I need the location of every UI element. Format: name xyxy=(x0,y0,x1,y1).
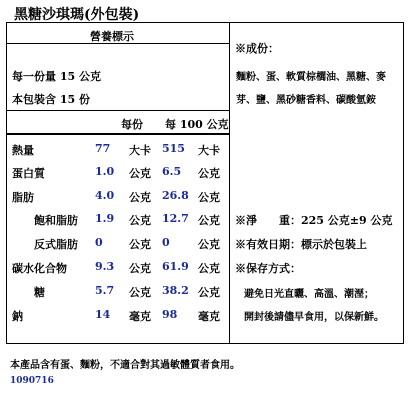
product-code: 1090716 xyxy=(10,376,54,386)
column-divider xyxy=(229,22,230,344)
net-weight: ※淨 重：225 公克±9 公克 xyxy=(235,214,393,227)
nutrient-value-per-serving: 0 xyxy=(95,236,103,249)
nutrient-value-per-100g: 515 xyxy=(162,142,185,155)
nutrient-unit: 大卡 xyxy=(129,144,151,157)
nutrient-value-per-100g: 6.5 xyxy=(162,165,182,178)
nutrient-name: 蛋白質 xyxy=(12,167,45,180)
product-title: 黑糖沙琪瑪(外包裝) xyxy=(14,7,140,23)
col-header-per-serving: 每份 xyxy=(121,118,143,131)
storage-instructions: 開封後請儘早食用，以保新鮮。 xyxy=(244,312,384,323)
nutrient-unit: 公克 xyxy=(129,262,151,275)
nutrient-unit: 公克 xyxy=(198,191,220,204)
divider xyxy=(6,133,229,135)
storage-label: ※保存方式： xyxy=(235,262,301,275)
serving-size: 每一份量 15 公克 xyxy=(12,70,101,83)
nutrient-name: 鈉 xyxy=(12,310,23,323)
nutrient-value-per-serving: 1.9 xyxy=(95,212,115,225)
nutrient-unit: 公克 xyxy=(198,286,220,299)
nutrient-value-per-serving: 77 xyxy=(95,142,111,155)
allergen-note: 本產品含有蛋、麵粉，不適合對其過敏體質者食用。 xyxy=(10,360,240,371)
nutrient-unit: 公克 xyxy=(129,167,151,180)
nutrient-value-per-100g: 38.2 xyxy=(162,284,189,297)
nutrient-unit: 公克 xyxy=(198,238,220,251)
nutrient-unit: 大卡 xyxy=(198,144,220,157)
nutrition-heading: 營養標示 xyxy=(90,30,134,43)
nutrient-value-per-serving: 1.0 xyxy=(95,165,115,178)
nutrient-unit: 公克 xyxy=(129,191,151,204)
nutrient-value-per-100g: 98 xyxy=(162,308,178,321)
col-header-per-100g: 每 100 公克 xyxy=(165,118,229,131)
ingredients-text: 麵粉、蛋、軟質棕櫚油、黑糖、麥 xyxy=(236,72,386,83)
servings-per-package: 本包裝含 15 份 xyxy=(12,93,90,106)
nutrient-name: 脂肪 xyxy=(12,191,34,204)
nutrient-name: 碳水化合物 xyxy=(12,262,67,275)
nutrient-unit: 公克 xyxy=(129,286,151,299)
storage-instructions: 避免日光直曬、高溫、潮溼； xyxy=(244,289,374,300)
nutrient-unit: 公克 xyxy=(198,262,220,275)
expiry-date: ※有效日期：標示於包裝上 xyxy=(235,238,367,251)
nutrient-value-per-serving: 9.3 xyxy=(95,260,115,273)
nutrient-name: 糖 xyxy=(34,286,45,299)
nutrient-value-per-100g: 26.8 xyxy=(162,189,189,202)
ingredients-text: 芽、鹽、黑砂糖香料、碳酸氫銨 xyxy=(236,95,376,106)
nutrient-name: 反式脂肪 xyxy=(34,238,78,251)
nutrient-value-per-100g: 0 xyxy=(162,236,170,249)
nutrient-name: 飽和脂肪 xyxy=(34,214,78,227)
nutrient-unit: 公克 xyxy=(198,167,220,180)
nutrient-unit: 毫克 xyxy=(198,310,220,323)
divider xyxy=(6,110,229,111)
nutrient-value-per-serving: 5.7 xyxy=(95,284,115,297)
nutrient-value-per-100g: 12.7 xyxy=(162,212,189,225)
nutrient-value-per-100g: 61.9 xyxy=(162,260,189,273)
nutrient-unit: 公克 xyxy=(198,214,220,227)
divider xyxy=(6,43,229,44)
nutrient-unit: 公克 xyxy=(129,214,151,227)
nutrient-unit: 公克 xyxy=(129,238,151,251)
nutrient-value-per-serving: 4.0 xyxy=(95,189,115,202)
nutrient-unit: 毫克 xyxy=(129,310,151,323)
nutrient-name: 熱量 xyxy=(12,144,34,157)
nutrient-value-per-serving: 14 xyxy=(95,308,111,321)
ingredients-label: ※成份： xyxy=(235,42,279,55)
